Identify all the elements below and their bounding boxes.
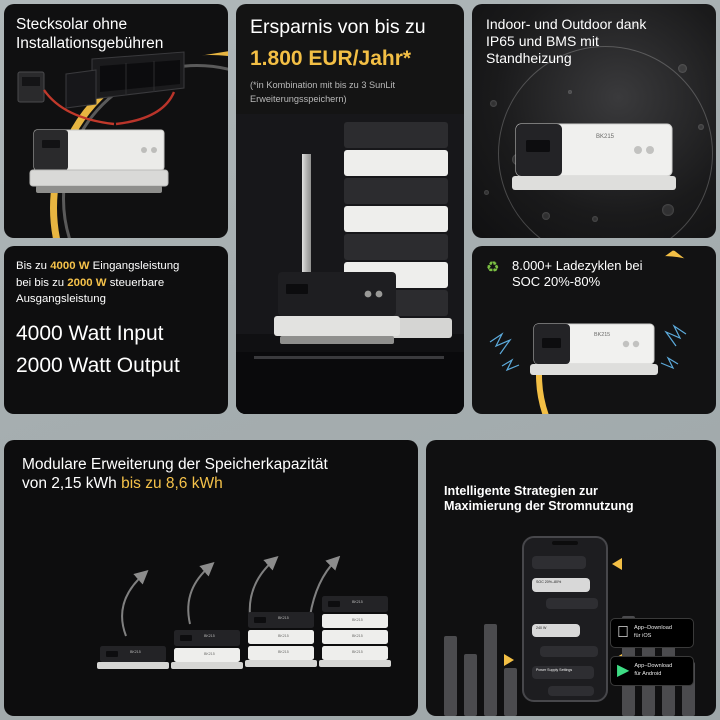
svg-text:BK215: BK215 [278,616,289,620]
svg-text:BK215: BK215 [278,634,289,638]
ladezyklen-title-line1: 8.000+ Ladezyklen bei [512,258,643,273]
stecksolar-title-line1: Stecksolar ohne [16,16,128,33]
leistung-lead-a: Bis zu [16,260,51,272]
leistung-big-output: 2000 Watt Output [16,353,180,377]
leistung-lead-c: Eingangsleistung [89,260,180,272]
svg-text:BK215: BK215 [352,650,363,654]
stecksolar-card [4,4,228,238]
svg-text:BK215: BK215 [352,618,363,622]
svg-text:BK215: BK215 [278,650,289,654]
ersparnis-footnote-line1: (*in Kombination mit bis zu 3 SunLit [250,80,396,91]
app-strategien-card [426,440,716,716]
leistung-big-input: 4000 Watt Input [16,321,164,345]
modular-title-line1: Modulare Erweiterung der Speicherkapazität [22,456,328,473]
ip65-title-line1: Indoor- und Outdoor dank [486,16,647,32]
app-title-line1: Intelligente Strategien zur [444,484,598,498]
app-store-button[interactable] [610,618,694,648]
ersparnis-card [236,4,464,414]
svg-text:BK215: BK215 [596,134,615,140]
svg-text:BK215: BK215 [130,650,141,654]
ersparnis-amount: 1.800 EUR/Jahr* [250,46,412,70]
recycle-icon: ♻ [486,259,500,276]
modular-title-line2 [22,475,400,494]
ladezyklen-card [472,246,716,414]
ersparnis-headline: Ersparnis von bis zu [250,16,426,38]
chat-msg-power: 240 W [536,626,547,630]
app-store-label: App–Download für iOS [622,625,660,639]
ip65-title-line2: IP65 und BMS mit [486,33,599,50]
ersparnis-footnote-line2: Erweiterungsspeichern) [250,94,347,105]
app-title [426,440,716,515]
google-play-label: App–Download für Android [634,663,673,677]
leistung-value-output: 2000 W [67,276,107,289]
modular-title-line2-a: von 2,15 kWh [22,474,122,492]
modular-capacity-max: bis zu 8,6 kWh [121,474,223,492]
chat-msg-settings: Power Supply Settings [536,668,573,672]
leistung-lead-d: bei bis zu [16,276,68,289]
apple-icon [617,625,629,641]
svg-text:BK215: BK215 [352,600,363,604]
svg-text:BK215: BK215 [594,332,611,338]
svg-text:BK215: BK215 [204,634,215,638]
ladezyklen-title [472,246,716,290]
leistung-lead-f: steuerbare [106,276,165,289]
chat-msg-soc: SOC 20%–80% [536,580,562,584]
svg-text:BK215: BK215 [352,634,363,638]
ip65-title [472,4,716,67]
ladezyklen-title-line2: SOC 20%-80% [512,273,601,289]
play-store-icon: ▶ [617,662,630,679]
svg-text:BK215: BK215 [204,652,215,656]
ip65-title-line3: Standheizung [486,50,572,67]
app-title-line2: Maximierung der Stromnutzung [444,499,634,514]
ip65-card [472,4,716,238]
leistung-card [4,246,228,414]
modulare-erweiterung-card [4,440,418,716]
leistung-value-input: 4000 W [50,260,90,272]
stecksolar-title [4,4,228,54]
leistung-lead [4,246,228,308]
stecksolar-title-line2: Installationsgebühren [16,34,164,52]
modular-title [4,440,418,494]
google-play-button[interactable] [610,656,694,686]
leistung-lead-g: Ausgangsleistung [16,293,106,306]
